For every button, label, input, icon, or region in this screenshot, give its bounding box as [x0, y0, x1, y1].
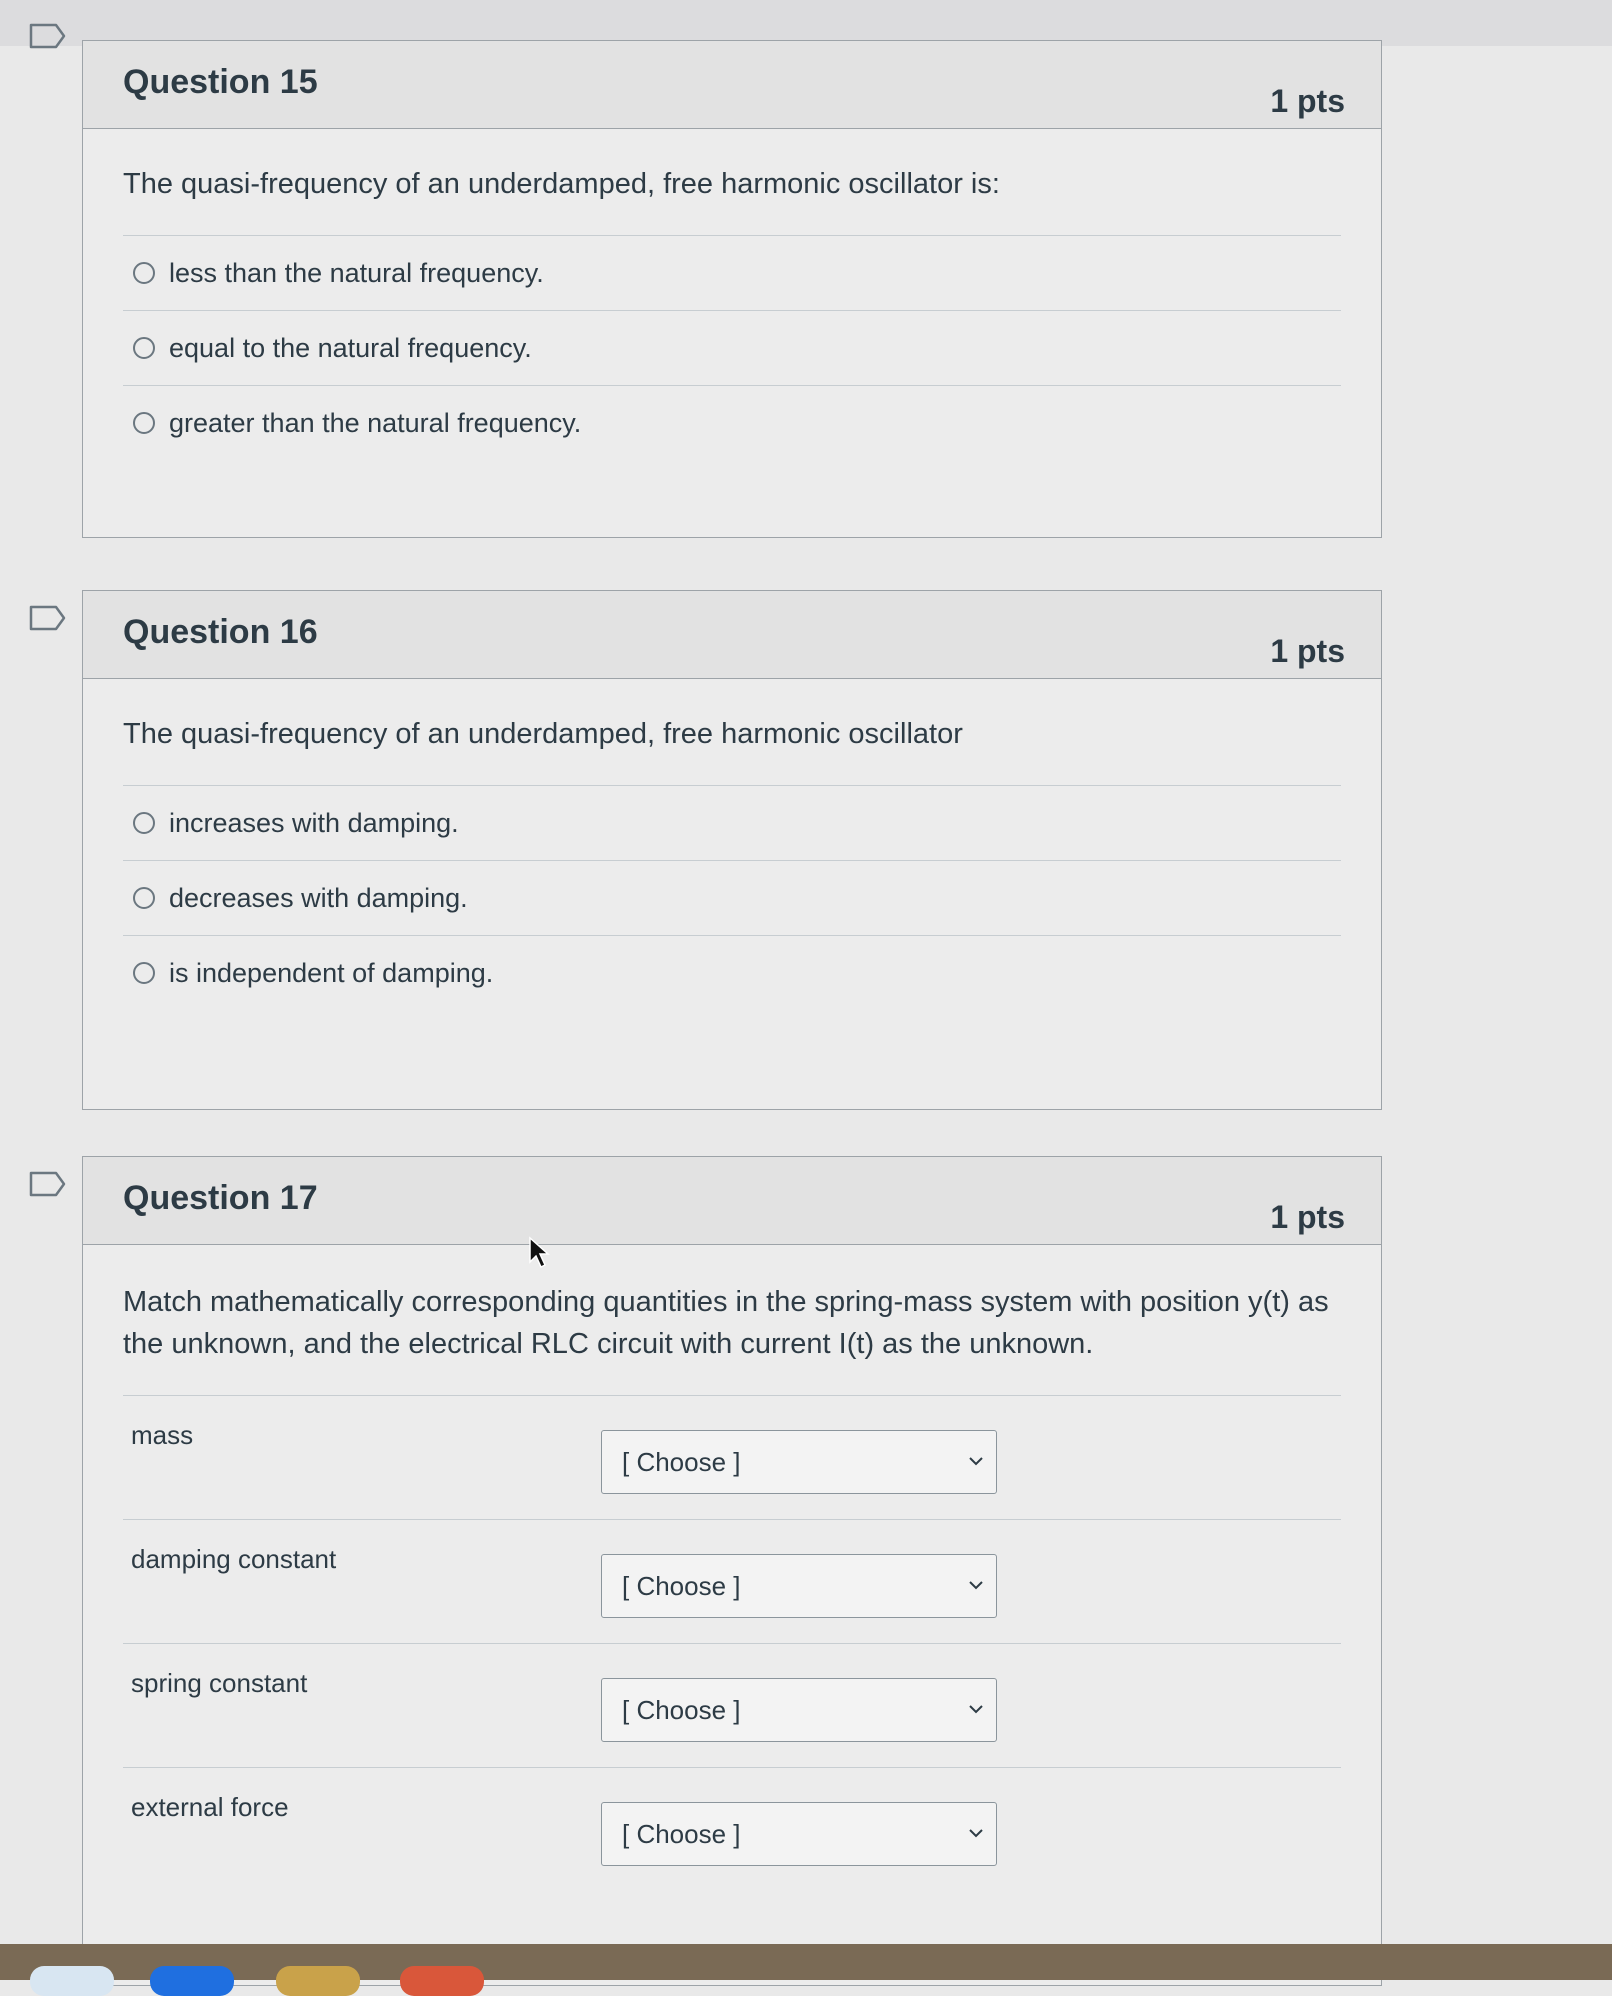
dock-app-icon[interactable] [30, 1966, 114, 1996]
question-body [83, 679, 1381, 1050]
radio-circle-icon[interactable] [133, 262, 155, 284]
flag-question-15-icon[interactable] [28, 22, 68, 50]
question-body [83, 1245, 1381, 1932]
question-title: Question 17 [123, 1179, 318, 1217]
match-row-mass [123, 1396, 1341, 1520]
answer-option[interactable] [123, 311, 1341, 386]
select-value: [ Choose ] [622, 1819, 741, 1849]
answer-label: less than the natural frequency. [169, 257, 544, 288]
answer-label: greater than the natural frequency. [169, 407, 582, 438]
mouse-pointer-icon [528, 1236, 550, 1270]
match-label: damping constant [131, 1544, 337, 1574]
dock-app-icon[interactable] [276, 1966, 360, 1996]
question-points: 1 pts [1270, 83, 1345, 119]
match-row-spring-constant [123, 1644, 1341, 1768]
match-select-mass[interactable] [601, 1430, 997, 1494]
question-title: Question 16 [123, 613, 318, 651]
answer-label: decreases with damping. [169, 882, 468, 913]
question-text: The quasi-frequency of an underdamped, free harmonic oscillator is: [123, 163, 1341, 236]
question-title: Question 15 [123, 63, 318, 101]
answer-option[interactable] [123, 236, 1341, 311]
question-text: Match mathematically corresponding quantities in the spring-mass system with position y(t) as the unknown, and the electrical RLC circuit with current I(t) as the unknown. [123, 1281, 1341, 1396]
match-label: external force [131, 1792, 289, 1822]
select-value: [ Choose ] [622, 1571, 741, 1601]
answer-option[interactable] [123, 786, 1341, 861]
question-15 [82, 40, 1382, 538]
answer-label: equal to the natural frequency. [169, 332, 532, 363]
match-select-spring-constant[interactable] [601, 1678, 997, 1742]
answer-option[interactable] [123, 386, 1341, 460]
radio-circle-icon[interactable] [133, 412, 155, 434]
question-text: The quasi-frequency of an underdamped, free harmonic oscillator [123, 713, 1341, 786]
chevron-down-icon [968, 1703, 984, 1715]
question-points: 1 pts [1270, 1199, 1345, 1235]
match-label: mass [131, 1420, 194, 1450]
radio-circle-icon[interactable] [133, 962, 155, 984]
radio-circle-icon[interactable] [133, 812, 155, 834]
desktop-dock [0, 1944, 1612, 1980]
flag-question-17-icon[interactable] [28, 1170, 68, 1198]
question-body [83, 129, 1381, 500]
question-header [83, 1157, 1381, 1245]
answer-label: increases with damping. [169, 807, 459, 838]
chevron-down-icon [968, 1579, 984, 1591]
match-select-external-force[interactable] [601, 1802, 997, 1866]
answer-label: is independent of damping. [169, 957, 494, 988]
chevron-down-icon [968, 1455, 984, 1467]
radio-circle-icon[interactable] [133, 887, 155, 909]
answer-option[interactable] [123, 936, 1341, 1010]
match-label: spring constant [131, 1668, 308, 1698]
radio-circle-icon[interactable] [133, 337, 155, 359]
flag-question-16-icon[interactable] [28, 604, 68, 632]
answer-option[interactable] [123, 861, 1341, 936]
question-points: 1 pts [1270, 633, 1345, 669]
match-row-damping-constant [123, 1520, 1341, 1644]
chevron-down-icon [968, 1827, 984, 1839]
question-16 [82, 590, 1382, 1110]
question-header [83, 41, 1381, 129]
select-value: [ Choose ] [622, 1447, 741, 1477]
dock-app-icon[interactable] [400, 1966, 484, 1996]
question-17 [82, 1156, 1382, 1986]
match-select-damping-constant[interactable] [601, 1554, 997, 1618]
match-row-external-force [123, 1768, 1341, 1892]
select-value: [ Choose ] [622, 1695, 741, 1725]
question-header [83, 591, 1381, 679]
dock-app-icon[interactable] [150, 1966, 234, 1996]
